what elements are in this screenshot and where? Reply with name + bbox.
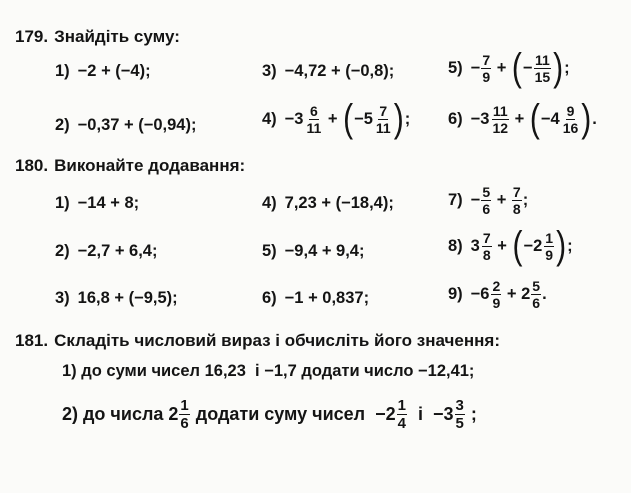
exercise-title: Складіть числовий вираз і обчисліть його значення: xyxy=(54,331,500,350)
fraction: $\frac{1}{4}$ xyxy=(397,397,406,432)
task-180-6: 6) −1 + 0,837; xyxy=(262,289,370,307)
task-179-4: 4) −3 $\frac{6}{11}$ + ( −5 $\frac{7}{11}$ ) ; xyxy=(262,97,411,141)
fraction: $\frac{7}{9}$ xyxy=(482,52,491,85)
fraction: $\frac{7}{8}$ xyxy=(512,184,521,217)
task-180-1: 1) −14 + 8; xyxy=(55,194,140,212)
task-181-1: 1) до суми чисел 16,23 і −1,7 додати число −12,41; xyxy=(62,362,475,380)
fraction: $\frac{7}{11}$ xyxy=(375,103,391,136)
exercise-title: Виконайте додавання: xyxy=(54,156,246,175)
fraction: $\frac{5}{6}$ xyxy=(532,278,541,311)
task-179-6: 6) −3 $\frac{11}{12}$ + ( −4 $\frac{9}{16}$ ) . xyxy=(448,97,597,141)
fraction: $\frac{1}{6}$ xyxy=(180,397,189,432)
task-180-7: 7) − $\frac{5}{6}$ + $\frac{7}{8}$ ; xyxy=(448,184,529,217)
fraction: $\frac{6}{11}$ xyxy=(306,103,322,136)
fraction: $\frac{9}{16}$ xyxy=(562,103,579,136)
task-181-2: 2) до числа 2 $\frac{1}{6}$ додати суму чисел −2 $\frac{1}{4}$ і −3 $\frac{3}{5}$ ; xyxy=(62,397,477,432)
exercise-179-heading xyxy=(15,27,180,47)
exercise-number: 179. xyxy=(15,27,49,46)
exercise-181-heading xyxy=(15,331,500,351)
task-179-5: 5) − $\frac{7}{9}$ + ( − $\frac{11}{15}$ ) ; xyxy=(448,46,570,90)
task-180-8: 8) 3 $\frac{7}{8}$ + ( −2 $\frac{1}{9}$ ) ; xyxy=(448,224,573,268)
task-179-1: 1) −2 + (−4); xyxy=(55,62,151,80)
exercise-number: 180. xyxy=(15,156,49,175)
fraction: $\frac{11}{15}$ xyxy=(534,52,551,85)
fraction: $\frac{3}{5}$ xyxy=(455,397,464,432)
exercise-title: Знайдіть суму: xyxy=(54,27,180,46)
task-180-9: 9) −6 $\frac{2}{9}$ + 2 $\frac{5}{6}$ . xyxy=(448,278,547,311)
fraction: $\frac{11}{12}$ xyxy=(492,103,509,136)
fraction: $\frac{1}{9}$ xyxy=(545,230,554,263)
task-180-5: 5) −9,4 + 9,4; xyxy=(262,242,365,260)
task-180-3: 3) 16,8 + (−9,5); xyxy=(55,289,178,307)
task-180-4: 4) 7,23 + (−18,4); xyxy=(262,194,394,212)
task-180-2: 2) −2,7 + 6,4; xyxy=(55,242,158,260)
task-179-2: 2) −0,37 + (−0,94); xyxy=(55,116,197,134)
task-179-3: 3) −4,72 + (−0,8); xyxy=(262,62,395,80)
exercise-180-heading xyxy=(15,156,245,176)
exercise-number: 181. xyxy=(15,331,49,350)
fraction: $\frac{5}{6}$ xyxy=(482,184,491,217)
fraction: $\frac{7}{8}$ xyxy=(482,230,491,263)
fraction: $\frac{2}{9}$ xyxy=(492,278,501,311)
